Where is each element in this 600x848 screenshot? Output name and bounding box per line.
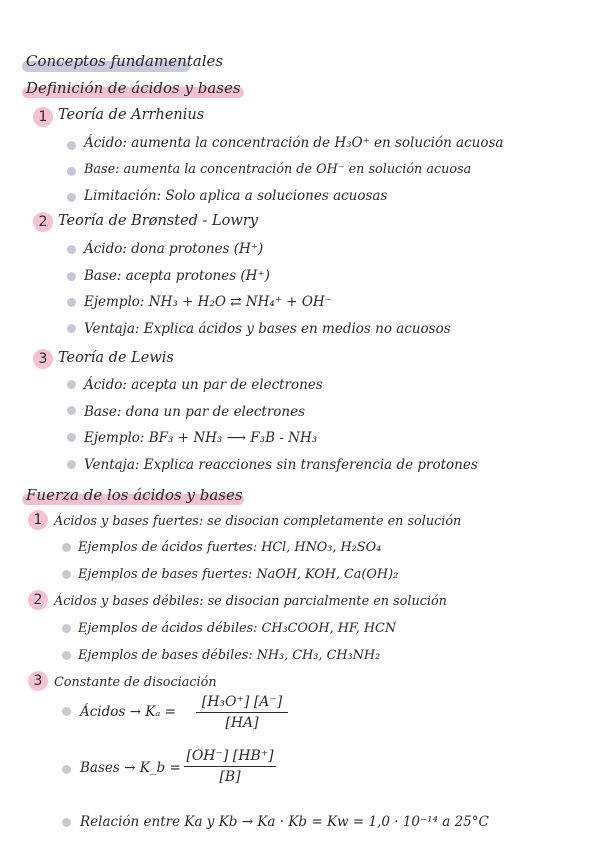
- bullet-icon: [67, 324, 76, 333]
- bullet-icon: [62, 543, 71, 552]
- debiles-ej-acidos: Ejemplos de ácidos débiles: CH₃COOH, HF, HCN: [78, 621, 397, 636]
- lewis-ventaja: Ventaja: Explica reacciones sin transferencia de protones: [84, 457, 478, 473]
- bullet-icon: [62, 624, 71, 633]
- arrhenius-acido: Ácido: aumenta la concentración de H₃O⁺ en solución acuosa: [84, 135, 504, 151]
- bullet-icon: [67, 141, 76, 150]
- bronsted-title: Teoría de Brønsted - Lowry: [58, 213, 258, 229]
- number-badge-1: 1: [28, 510, 48, 530]
- arrhenius-base: Base: aumenta la concentración de OH⁻ en solución acuosa: [84, 162, 472, 177]
- fuertes-title: Ácidos y bases fuertes: se disocian completamente en solución: [54, 514, 462, 529]
- ka-fraction: [196, 694, 288, 731]
- constante-title: Constante de disociación: [54, 675, 217, 690]
- arrhenius-title: Teoría de Arrhenius: [58, 107, 205, 123]
- arrhenius-limitacion: Limitación: Solo aplica a soluciones acuosas: [84, 188, 388, 204]
- section1-heading: Definición de ácidos y bases: [26, 79, 241, 97]
- bronsted-acido: Ácido: dona protones (H⁺): [84, 241, 264, 257]
- number-badge-2: 2: [28, 590, 48, 610]
- kb-fraction: [184, 748, 276, 785]
- section2-heading: Fuerza de los ácidos y bases: [26, 486, 243, 504]
- debiles-title: Ácidos y bases débiles: se disocian parcialmente en solución: [54, 594, 447, 609]
- lewis-base: Base: dona un par de electrones: [84, 404, 306, 420]
- number-badge-2: 2: [33, 212, 53, 232]
- bullet-icon: [67, 272, 76, 281]
- lewis-ejemplo: Ejemplo: BF₃ + NH₃ ⟶ F₃B - NH₃: [84, 430, 318, 446]
- bronsted-ventaja: Ventaja: Explica ácidos y bases en medios no acuosos: [84, 321, 451, 337]
- fraction-bar: [196, 712, 288, 713]
- number-badge-1: 1: [33, 107, 53, 127]
- kb-denominator: [B]: [219, 769, 241, 785]
- bullet-icon: [62, 818, 71, 827]
- number-badge-3: 3: [28, 671, 48, 691]
- bronsted-base: Base: acepta protones (H⁺): [84, 268, 270, 284]
- bullet-icon: [67, 193, 76, 202]
- fraction-bar: [184, 766, 276, 767]
- ka-label: Ácidos → Kₐ =: [80, 704, 176, 720]
- kb-label: Bases → K_b =: [80, 760, 181, 776]
- fuertes-ej-bases: Ejemplos de bases fuertes: NaOH, KOH, Ca(OH)₂: [78, 567, 399, 582]
- bullet-icon: [67, 380, 76, 389]
- ka-denominator: [HA]: [225, 715, 259, 731]
- bullet-icon: [67, 460, 76, 469]
- bullet-icon: [67, 167, 76, 176]
- bullet-icon: [67, 245, 76, 254]
- fuertes-ej-acidos: Ejemplos de ácidos fuertes: HCl, HNO₃, H₂SO₄: [78, 540, 382, 555]
- relacion-ka-kb: Relación entre Ka y Kb → Ka · Kb = Kw = 1,0 · 10⁻¹⁴ a 25°C: [80, 814, 489, 830]
- lewis-acido: Ácido: acepta un par de electrones: [84, 377, 323, 393]
- bullet-icon: [67, 433, 76, 442]
- bullet-icon: [67, 406, 76, 415]
- lewis-title: Teoría de Lewis: [58, 350, 174, 366]
- debiles-ej-bases: Ejemplos de bases débiles: NH₃, CH₃, CH₃NH₂: [78, 648, 381, 663]
- kb-numerator: [OH⁻] [HB⁺]: [186, 748, 274, 764]
- bullet-icon: [62, 651, 71, 660]
- bullet-icon: [62, 707, 71, 716]
- number-badge-3: 3: [33, 349, 53, 369]
- bronsted-ejemplo: Ejemplo: NH₃ + H₂O ⇄ NH₄⁺ + OH⁻: [84, 294, 332, 310]
- page-title: Conceptos fundamentales: [26, 52, 224, 70]
- bullet-icon: [67, 298, 76, 307]
- ka-numerator: [H₃O⁺] [A⁻]: [201, 694, 283, 710]
- bullet-icon: [62, 570, 71, 579]
- bullet-icon: [62, 765, 71, 774]
